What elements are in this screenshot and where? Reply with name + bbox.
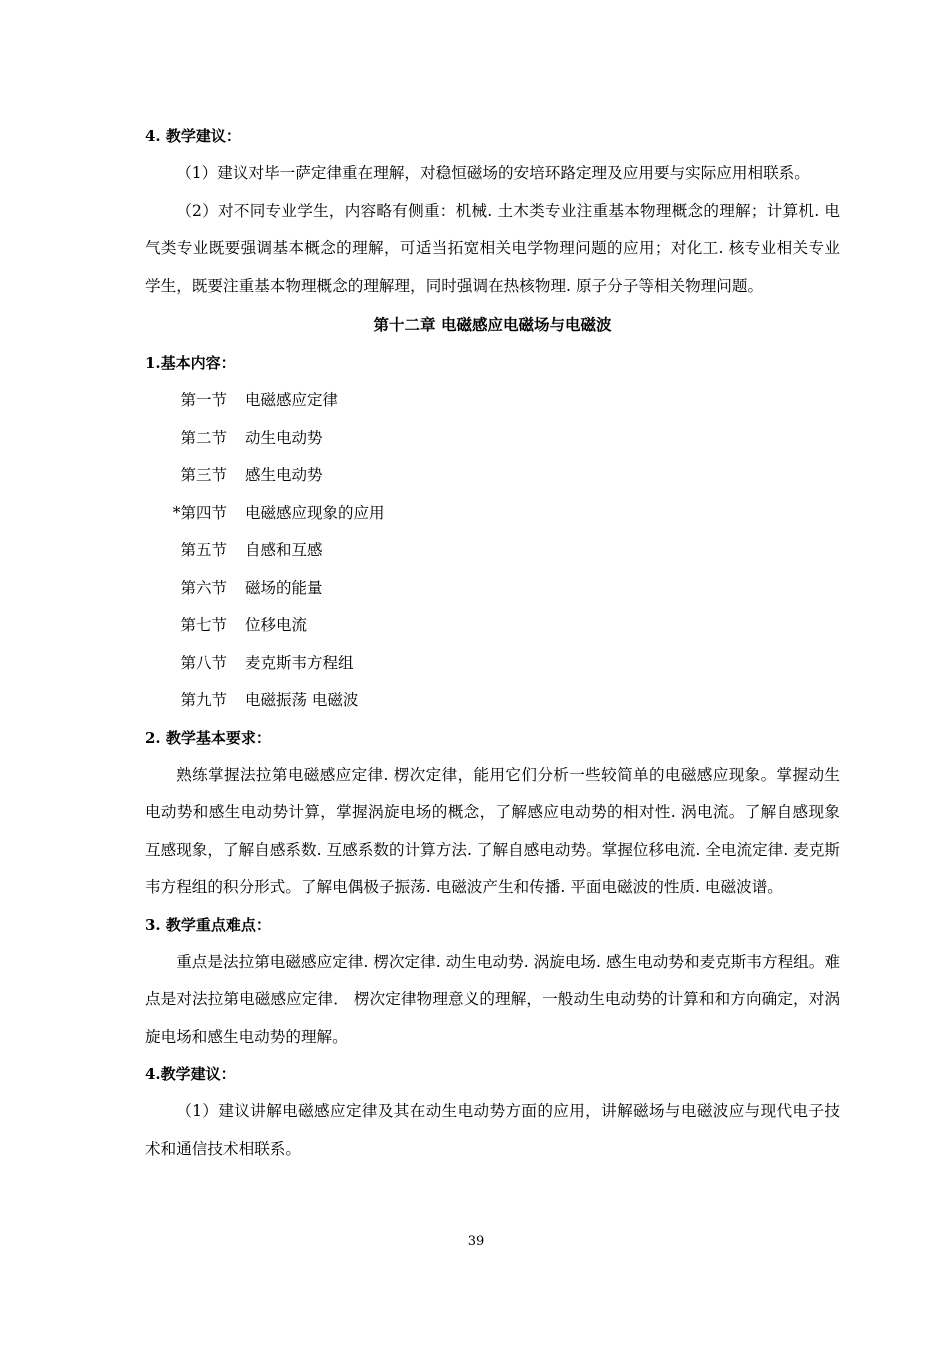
- section-title: 麦克斯韦方程组: [245, 653, 354, 672]
- section-item: [145, 457, 840, 495]
- section-number: *第四节: [172, 503, 227, 522]
- requirements-paragraph: 熟练掌握法拉第电磁感应定律. 楞次定律，能用它们分析一些较简单的电磁感应现象。掌握动生电动势和感生电动势计算，掌握涡旋电场的概念，了解感应电动势的相对性. 涡电流。了解自感现象互感现象，了解自感系数. 互感系数的计算方法. 了解自感电动势。掌握位移电流. 全电流定律. 麦克斯韦方程组的积分形式。了解电偶极子振荡. 电磁波产生和传播. 平面电磁波的性质. 电磁波谱。: [145, 765, 840, 896]
- section-item: [145, 382, 840, 420]
- section-number: 第二节: [180, 428, 227, 447]
- section-title: 电磁振荡 电磁波: [245, 691, 359, 709]
- section-item: [145, 495, 840, 533]
- section-title: 磁场的能量: [245, 578, 323, 597]
- key-points-heading: 3. 教学重点难点：: [145, 915, 271, 934]
- section-number: 第五节: [180, 541, 227, 559]
- chapter-suggestions-heading: 4.教学建议：: [145, 1065, 236, 1083]
- section-item: [145, 607, 840, 645]
- section-title: 电磁感应定律: [245, 391, 339, 409]
- teaching-suggestions-heading: 4. 教学建议：: [145, 127, 241, 145]
- section-number: 第八节: [180, 653, 227, 672]
- chapter-suggestion-paragraph-1: （1）建议讲解电磁感应定律及其在动生电动势方面的应用，讲解磁场与电磁波应与现代电子技术和通信技术相联系。: [145, 1102, 840, 1158]
- section-title: 电磁感应现象的应用: [245, 503, 385, 522]
- section-item: [145, 570, 840, 608]
- section-number: 第九节: [180, 691, 227, 709]
- requirements-heading: 2. 教学基本要求：: [145, 728, 271, 747]
- section-title: 自感和互感: [245, 541, 323, 559]
- document-page: [145, 118, 840, 1168]
- section-item: [145, 420, 840, 458]
- chapter-title: 第十二章 电磁感应电磁场与电磁波: [373, 315, 612, 334]
- section-number: 第七节: [180, 616, 227, 634]
- page-number: 39: [467, 1234, 485, 1249]
- section-title: 感生电动势: [245, 466, 323, 484]
- section-title: 动生电动势: [245, 428, 323, 447]
- section-number: 第三节: [180, 466, 227, 484]
- key-points-paragraph: 重点是法拉第电磁感应定律. 楞次定律. 动生电动势. 涡旋电场. 感生电动势和麦克斯韦方程组。难点是对法拉第电磁感应定律． 楞次定律物理意义的理解，一般动生电动势的计算和和方向确定，对涡旋电场和感生电动势的理解。: [145, 952, 840, 1046]
- section-item: [145, 682, 840, 720]
- basic-content-heading: 1.基本内容：: [145, 354, 236, 372]
- section-item: [145, 645, 840, 683]
- section-number: 第六节: [180, 578, 227, 597]
- section-number: 第一节: [180, 391, 227, 409]
- suggestion-paragraph-1: （1）建议对毕一萨定律重在理解，对稳恒磁场的安培环路定理及应用要与实际应用相联系。: [176, 164, 810, 182]
- section-title: 位移电流: [245, 616, 308, 634]
- section-item: [145, 532, 840, 570]
- suggestion-paragraph-2: （2）对不同专业学生，内容略有侧重：机械. 土木类专业注重基本物理概念的理解；计算机. 电气类专业既要强调基本概念的理解，可适当拓宽相关电学物理问题的应用；对化工. 核专业相关专业学生，既要注重基本物理概念的理解理，同时强调在热核物理. 原子分子等相关物理问题。: [145, 201, 840, 295]
- section-list: [145, 382, 840, 720]
